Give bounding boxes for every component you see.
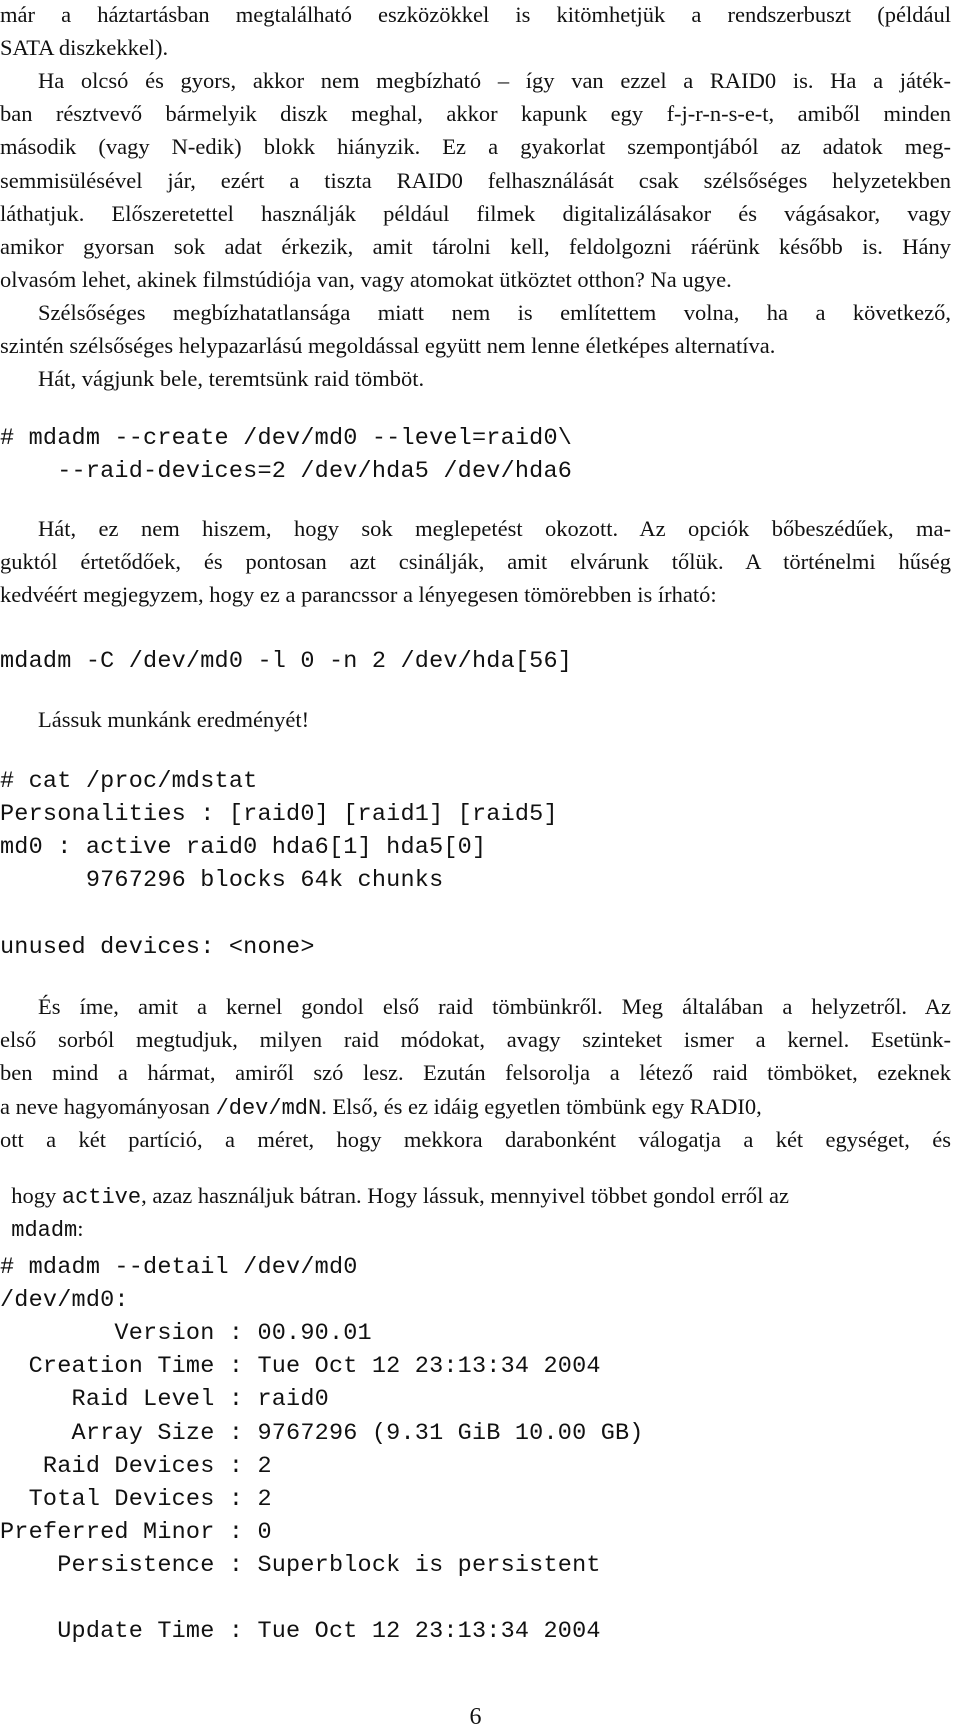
text-line: guktól értetődőek, és pontosan azt csinálják, amit elvárunk tőlük. A történelmi hűség: [0, 549, 951, 574]
text-span: :: [77, 1215, 84, 1241]
text-line: olvasóm lehet, akinek filmstúdiója van, vagy atomokat ütköztet otthon? Na ugye.: [0, 267, 732, 292]
text-span: a neve hagyományosan: [0, 1094, 216, 1119]
text-line: második (vagy N-edik) blokk hiányzik. Ez a gyakorlat szempontjából az adatok meg-: [0, 134, 951, 159]
text-line: Hát, ez nem hiszem, hogy sok meglepetést okozott. Az opciók bőbeszédűek, ma-: [38, 516, 951, 541]
code-line: # cat /proc/mdstat: [0, 768, 258, 795]
text-line: első sorból megtudjuk, milyen raid módokat, avagy szinteket ismer a kernel. Esetünk-: [0, 1027, 951, 1052]
text-line: amikor gyorsan sok adat érkezik, amit tárolni kell, feldolgozni ráérünk később is. Hány: [0, 234, 951, 259]
code-line: --raid-devices=2 /dev/hda5 /dev/hda6: [0, 458, 573, 485]
code-line: /dev/md0:: [0, 1287, 129, 1314]
code-line: Raid Devices : 2: [0, 1453, 272, 1480]
code-line: # mdadm --create /dev/md0 --level=raid0\: [0, 425, 573, 452]
page-number: 6: [469, 1704, 482, 1730]
code-line: # mdadm --detail /dev/md0: [0, 1254, 358, 1281]
text-line: [0, 1162, 789, 1209]
text-span: , azaz használjuk bátran. Hogy lássuk, mennyivel többet gondol erről az: [141, 1182, 790, 1208]
code-line: Persistence : Superblock is persistent: [0, 1552, 601, 1579]
text-line: [0, 1195, 84, 1242]
text-line: már a háztartásban megtalálható eszközökkel is kitömhetjük a rendszerbuszt (például: [0, 2, 951, 27]
text-line: Lássuk munkánk eredményét!: [38, 707, 310, 732]
code-line: Update Time : Tue Oct 12 23:13:34 2004: [0, 1618, 601, 1645]
code-line: md0 : active raid0 hda6[1] hda5[0]: [0, 834, 487, 861]
text-line: SATA diszkekkel).: [0, 35, 169, 60]
code-line: mdadm -C /dev/md0 -l 0 -n 2 /dev/hda[56]: [0, 648, 573, 675]
inline-code: active: [61, 1184, 142, 1210]
text-line: Hát, vágjunk bele, teremtsünk raid tömböt.: [38, 366, 425, 391]
text-line: semmisülésével jár, ezért a tiszta RAID0 felhasználását csak szélsőséges helyzetekben: [0, 168, 951, 193]
text-line: ben mind a hármat, amiről szó lesz. Ezután felsorolja a létező raid tömböket, ezeknek: [0, 1060, 951, 1085]
code-line: Raid Level : raid0: [0, 1386, 329, 1413]
code-line: Personalities : [raid0] [raid1] [raid5]: [0, 801, 558, 828]
text-line: szintén szélsőséges helypazarlású megoldással együtt nem lenne életképes alternatíva.: [0, 333, 776, 358]
text-line: kedvéért megjegyzem, hogy ez a parancssor a lényegesen tömörebben is írható:: [0, 582, 717, 607]
code-line: Version : 00.90.01: [0, 1320, 372, 1347]
code-line: Total Devices : 2: [0, 1486, 272, 1513]
text-line: És íme, amit a kernel gondol első raid tömbünkről. Meg általában a helyzetről. Az: [38, 994, 951, 1019]
text-line: láthatjuk. Előszeretettel használják például filmek digitalizálásakor és vágásakor, vagy: [0, 201, 951, 226]
inline-code: mdadm: [11, 1217, 78, 1243]
text-line: ban résztvevő bármelyik diszk meghal, akkor kapunk egy f-j-r-n-s-e-t, amiből minden: [0, 101, 951, 126]
code-line: Creation Time : Tue Oct 12 23:13:34 2004: [0, 1353, 601, 1380]
code-line: 9767296 blocks 64k chunks: [0, 867, 444, 894]
text-line: ott a két partíció, a méret, hogy mekkora darabonként válogatja a két egységet, és: [0, 1127, 951, 1152]
code-line: Array Size : 9767296 (9.31 GiB 10.00 GB): [0, 1420, 644, 1447]
text-line: Szélsőséges megbízhatatlansága miatt nem is említettem volna, ha a következő,: [38, 300, 951, 325]
text-span: hogy: [11, 1182, 62, 1208]
inline-code: /dev/mdN: [215, 1096, 322, 1121]
code-line: Preferred Minor : 0: [0, 1519, 272, 1546]
text-span: . Első, és ez idáig egyetlen tömbünk egy RADI0,: [321, 1094, 762, 1119]
text-line: Ha olcsó és gyors, akkor nem megbízható – így van ezzel a RAID0 is. Ha a játék-: [38, 68, 951, 93]
code-line: unused devices: <none>: [0, 934, 315, 961]
text-line: [0, 1096, 951, 1120]
